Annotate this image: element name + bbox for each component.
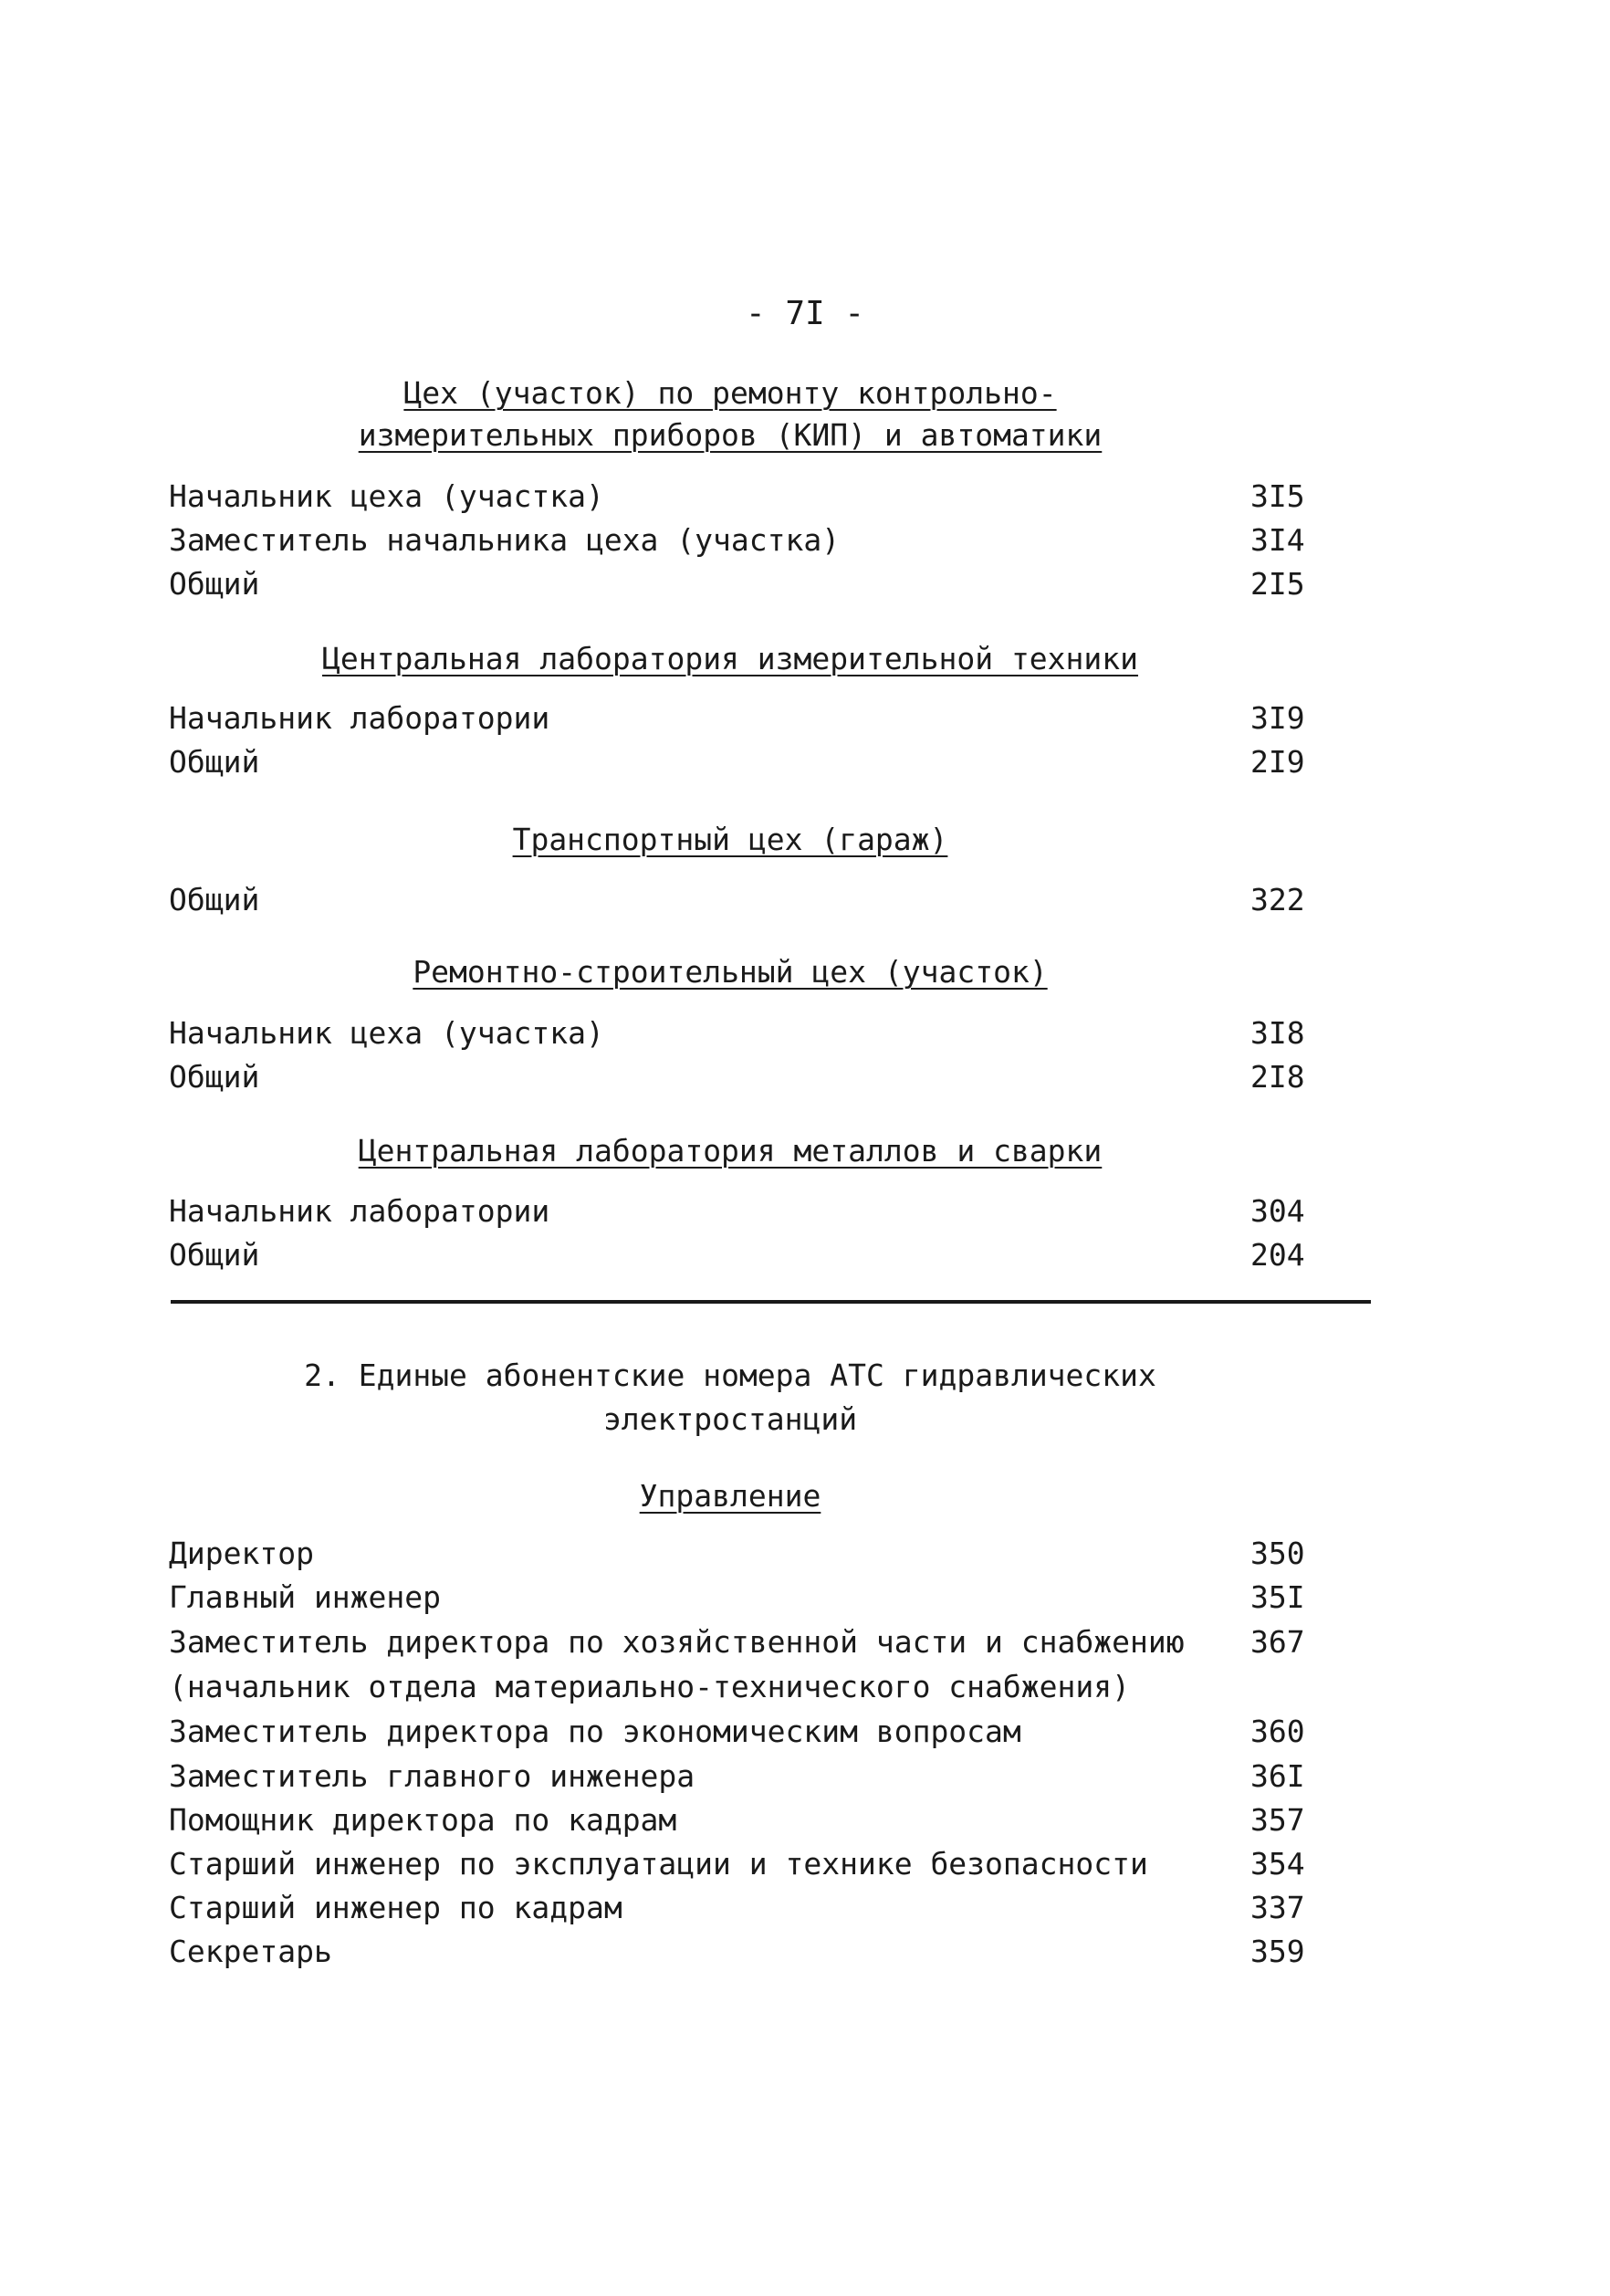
position-label: Общий xyxy=(169,882,260,917)
position-label: (начальник отдела материально-технического снабжения) xyxy=(169,1669,1130,1704)
list-item xyxy=(169,1798,1323,1842)
phone-number: 36I xyxy=(1250,1758,1305,1794)
list-item xyxy=(169,1190,1323,1233)
position-label: Заместитель главного инженера xyxy=(169,1758,695,1794)
position-label: Директор xyxy=(169,1536,314,1571)
part-heading-line-1: 2. Единые абонентские номера АТС гидравлических xyxy=(304,1358,1156,1393)
phone-number: 354 xyxy=(1250,1846,1305,1882)
page-number: - 7I - xyxy=(745,295,865,332)
list-item xyxy=(169,1665,1323,1709)
phone-number: 337 xyxy=(1250,1890,1305,1925)
phone-number: 2I8 xyxy=(1250,1059,1305,1095)
list-item xyxy=(169,1755,1323,1798)
phone-number: 322 xyxy=(1250,882,1305,917)
position-label: Старший инженер по кадрам xyxy=(169,1890,622,1925)
list-item xyxy=(169,878,1323,922)
list-item xyxy=(169,1842,1323,1886)
position-label: Главный инженер xyxy=(169,1579,442,1615)
list-item xyxy=(169,1532,1323,1576)
phone-number: 3I5 xyxy=(1250,478,1305,514)
section-title-metals-lab: Центральная лаборатория металлов и сварки xyxy=(358,1133,1103,1169)
section-title-kip-line-2: измерительных приборов (КИП) и автоматики xyxy=(358,417,1103,453)
list-item xyxy=(169,1710,1323,1754)
position-label: Помощник директора по кадрам xyxy=(169,1802,677,1838)
phone-number: 3I4 xyxy=(1250,522,1305,558)
position-label: Общий xyxy=(169,1237,260,1273)
phone-number: 357 xyxy=(1250,1802,1305,1838)
list-item xyxy=(169,1233,1323,1277)
position-label: Старший инженер по эксплуатации и технике безопасности xyxy=(169,1846,1148,1882)
list-item xyxy=(169,562,1323,606)
list-item xyxy=(169,1012,1323,1055)
position-label: Общий xyxy=(169,744,260,780)
position-label: Начальник цеха (участка) xyxy=(169,478,604,514)
list-item xyxy=(169,1620,1323,1664)
phone-number: 35I xyxy=(1250,1579,1305,1615)
list-item xyxy=(169,740,1323,784)
list-item xyxy=(169,1886,1323,1930)
part-heading-line-2: электростанций xyxy=(602,1401,858,1437)
section-title-management: Управление xyxy=(639,1478,821,1514)
phone-number: 350 xyxy=(1250,1536,1305,1571)
position-label: Заместитель начальника цеха (участка) xyxy=(169,522,841,558)
phone-number: 3I8 xyxy=(1250,1015,1305,1051)
position-label: Начальник лаборатории xyxy=(169,700,550,736)
list-item xyxy=(169,519,1323,562)
section-title-kip-line-1: Цех (участок) по ремонту контрольно- xyxy=(403,375,1057,411)
phone-number: 3I9 xyxy=(1250,700,1305,736)
phone-number: 2I9 xyxy=(1250,744,1305,780)
phone-number: 304 xyxy=(1250,1193,1305,1229)
position-label: Секретарь xyxy=(169,1934,332,1969)
position-label: Общий xyxy=(169,1059,260,1095)
position-label: Начальник лаборатории xyxy=(169,1193,550,1229)
section-title-measurement-lab: Центральная лаборатория измерительной техники xyxy=(321,641,1139,676)
divider xyxy=(171,1300,1371,1304)
position-label: Общий xyxy=(169,566,260,602)
section-title-repair-construction: Ремонтно-строительный цех (участок) xyxy=(413,954,1048,990)
position-label: Заместитель директора по экономическим вопросам xyxy=(169,1714,1021,1749)
phone-number: 359 xyxy=(1250,1934,1305,1969)
position-label: Начальник цеха (участка) xyxy=(169,1015,604,1051)
phone-number: 204 xyxy=(1250,1237,1305,1273)
section-title-transport: Транспортный цех (гараж) xyxy=(512,822,948,857)
list-item xyxy=(169,475,1323,519)
phone-number: 367 xyxy=(1250,1624,1305,1660)
phone-number: 360 xyxy=(1250,1714,1305,1749)
list-item xyxy=(169,1055,1323,1099)
list-item xyxy=(169,1930,1323,1974)
position-label: Заместитель директора по хозяйственной части и снабжению xyxy=(169,1624,1185,1660)
phone-number: 2I5 xyxy=(1250,566,1305,602)
list-item xyxy=(169,697,1323,740)
list-item xyxy=(169,1576,1323,1620)
